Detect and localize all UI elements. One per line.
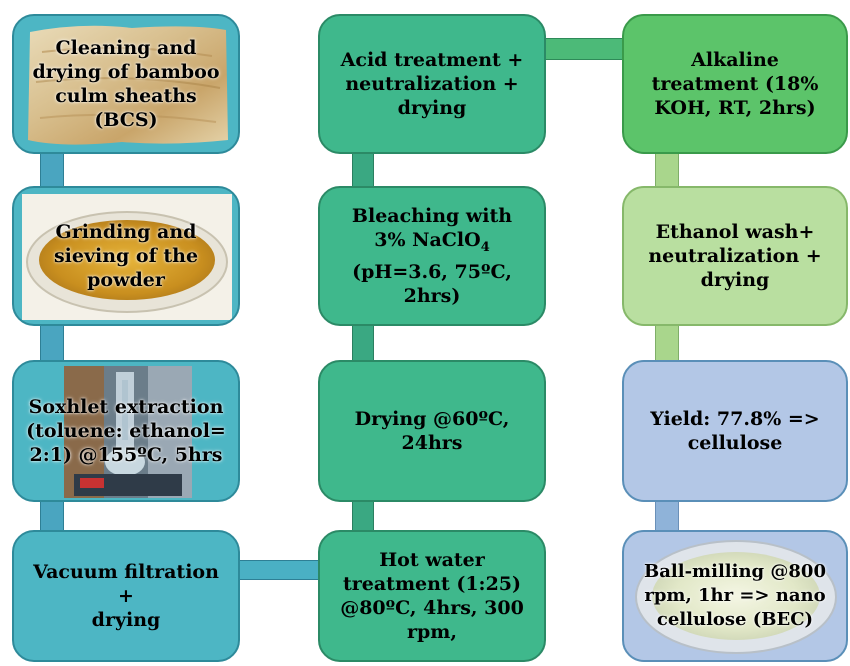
step-ethanol-wash-label: Ethanol wash+ neutralization + drying [648,221,822,291]
step-drying [318,360,546,502]
vacuum-filtration-line-2: + [118,585,134,607]
step-bleaching [318,186,546,326]
vacuum-filtration-line-1: Vacuum filtration [33,561,219,583]
step-cleaning-drying-bcs [12,14,240,154]
vacuum-filtration-line-3: drying [91,609,161,631]
step-soxhlet-extraction [12,360,240,502]
step-soxhlet-extraction-label: Soxhlet extraction (toluene: ethanol= 2:1) @155ºC, 5hrs [26,396,226,466]
step-cleaning-drying-bcs-label: Cleaning and drying of bamboo culm sheaths (BCS) [32,37,220,131]
step-ethanol-wash [622,186,848,326]
step-alkaline-treatment [622,14,848,154]
top-horizontal-connector [540,38,626,60]
step-vacuum-filtration [12,530,240,662]
step-drying-label: Drying @60ºC, 24hrs [354,408,510,454]
step-grinding-sieving-label: Grinding and sieving of the powder [53,221,199,291]
step-yield-label: Yield: 77.8% => cellulose [650,408,820,454]
step-ball-milling [622,530,848,662]
step-acid-treatment [318,14,546,154]
step-vacuum-filtration-label [33,560,219,632]
step-yield [622,360,848,502]
step-hot-water-treatment-label: Hot water treatment (1:25) @80ºC, 4hrs, 300 rpm, [340,549,524,643]
bleaching-text-pre: Bleaching with 3% NaClO [351,205,513,252]
bottom-horizontal-connector [238,560,322,580]
step-alkaline-treatment-label: Alkaline treatment (18% KOH, RT, 2hrs) [651,49,819,119]
step-ball-milling-label: Ball-milling @800 rpm, 1hr => nano cellulose (BEC) [644,561,826,630]
step-grinding-sieving [12,186,240,326]
step-hot-water-treatment [318,530,546,662]
bleaching-subscript: 4 [480,239,490,255]
step-bleaching-label [337,204,527,308]
bleaching-text-post: (pH=3.6, 75ºC, 2hrs) [352,260,512,307]
step-acid-treatment-label: Acid treatment + neutralization + drying [340,49,524,119]
